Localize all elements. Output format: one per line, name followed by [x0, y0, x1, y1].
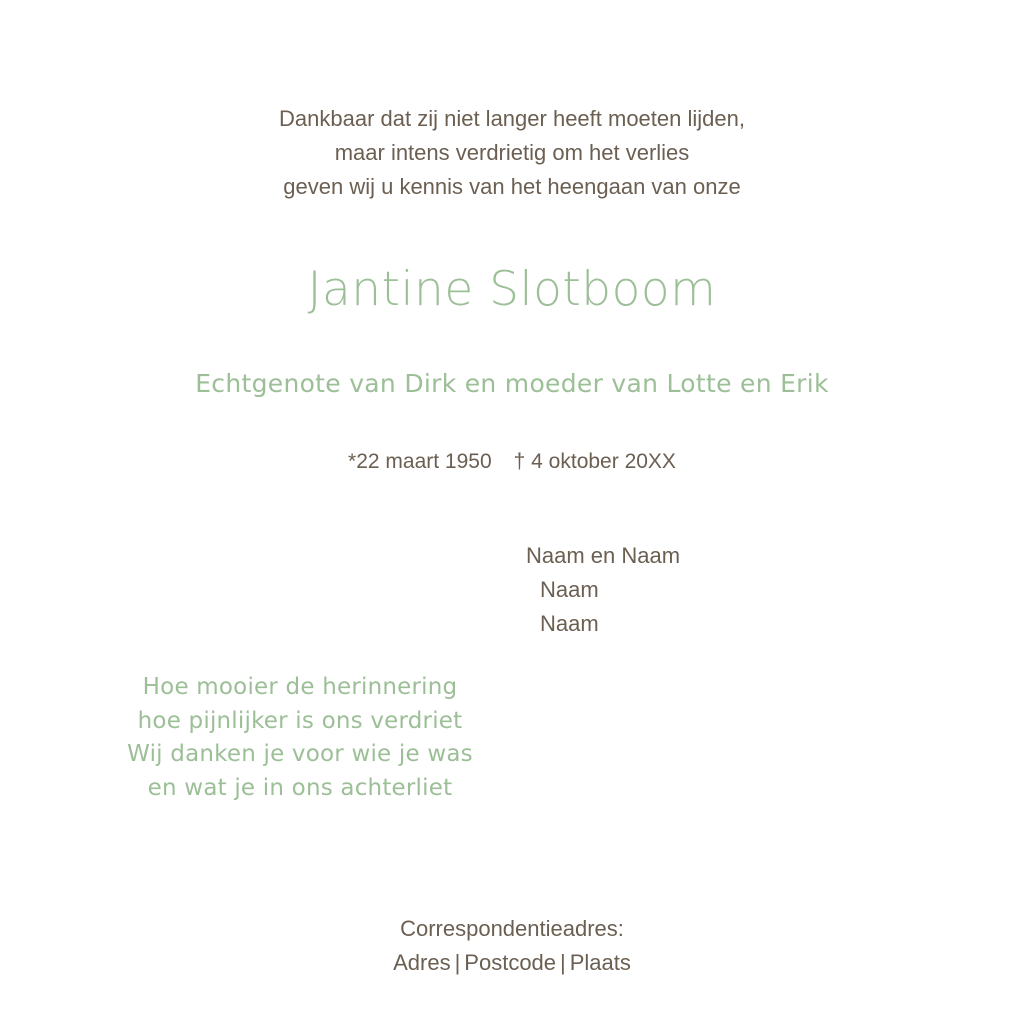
- death-date: † 4 oktober 20XX: [513, 450, 676, 473]
- correspondence-address-line: [0, 946, 1024, 980]
- poem-line-1: Hoe mooier de herinnering: [142, 674, 458, 700]
- family-names: [526, 539, 680, 641]
- life-dates: [0, 446, 1024, 478]
- memorial-poem: [100, 671, 500, 805]
- deceased-name: Jantine Slotboom: [307, 262, 717, 317]
- address-text: Adres: [393, 950, 451, 975]
- family-line-3: Naam: [540, 611, 599, 636]
- poem-line-2: hoe pijnlijker is ons verdriet: [137, 707, 463, 734]
- birth-date: *22 maart 1950: [348, 450, 492, 473]
- address-separator-1: |: [454, 950, 461, 975]
- poem-line-4: en wat je in ons achterliet: [147, 774, 453, 801]
- deceased-relation: Echtgenote van Dirk en moeder van Lotte en Erik: [195, 369, 829, 398]
- family-line-2: Naam: [540, 577, 599, 602]
- family-line-1: Naam en Naam: [526, 543, 681, 568]
- intro-line-1: Dankbaar dat zij niet langer heeft moeten lijden,: [279, 106, 745, 131]
- correspondence-label: Correspondentieadres:: [400, 916, 624, 941]
- intro-line-3: geven wij u kennis van het heengaan van onze: [283, 174, 741, 199]
- correspondence-address: [0, 912, 1024, 980]
- postcode-text: Postcode: [464, 950, 557, 975]
- address-separator-2: |: [560, 950, 566, 975]
- city-text: Plaats: [569, 950, 631, 975]
- intro-line-2: maar intens verdrietig om het verlies: [334, 140, 690, 165]
- poem-line-3: Wij danken je voor wie je was: [127, 741, 473, 767]
- intro-text: [0, 102, 1024, 204]
